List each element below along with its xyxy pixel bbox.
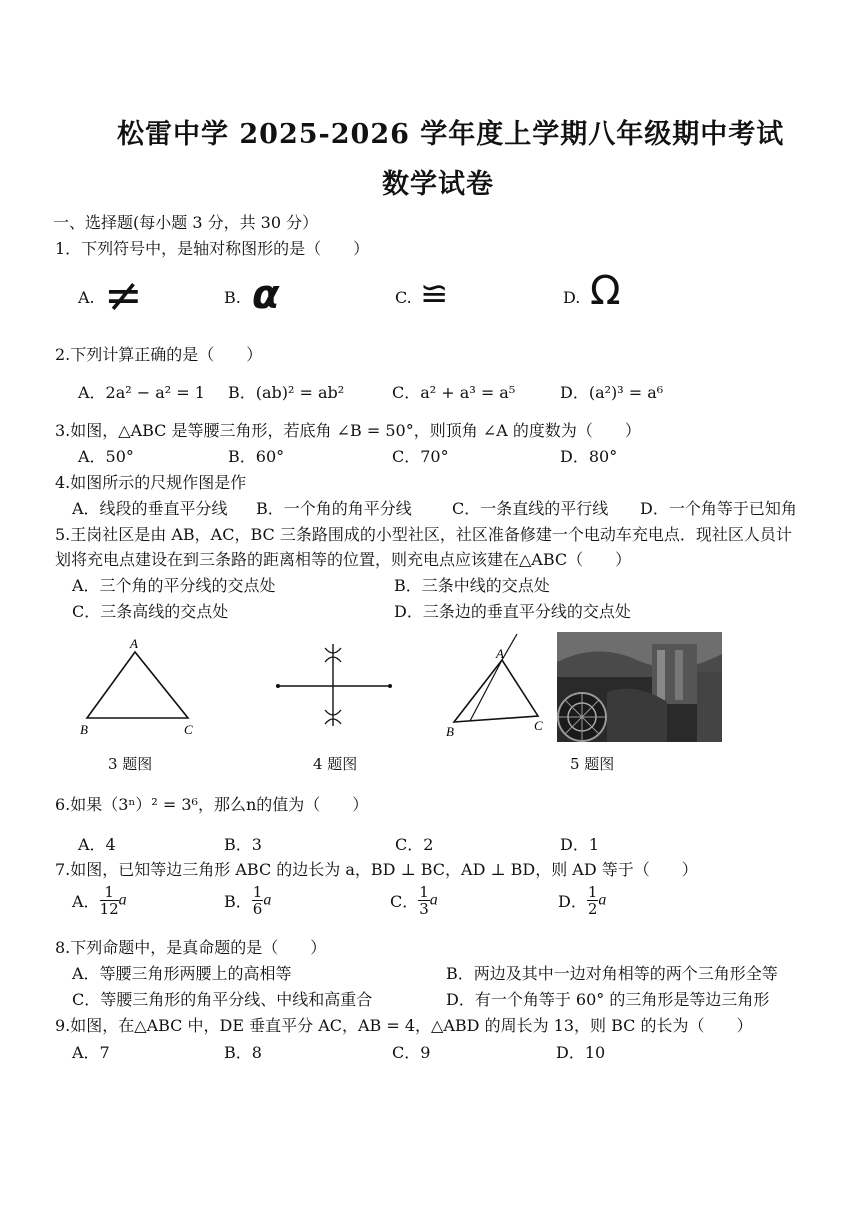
q7-option-b-num: 1 (252, 883, 263, 901)
figure-5-label-b: B (446, 724, 454, 739)
q7-option-c-den: 3 (419, 900, 429, 918)
omega-icon: Ω (590, 268, 621, 314)
q7-option-d-fraction (587, 884, 599, 917)
q8-option-c: C．等腰三角形的角平分线、中线和高重合 (72, 990, 373, 1009)
figure-4-construction (270, 634, 400, 734)
q7-option-a-den: 12 (99, 900, 119, 918)
q2-stem: 2.下列计算正确的是（ ） (55, 345, 263, 364)
q9-option-c: C．9 (392, 1043, 431, 1062)
q7-option-d-num: 1 (587, 883, 598, 901)
q9-option-b: B．8 (224, 1043, 262, 1062)
q3-option-d: D．80° (560, 447, 618, 466)
figure-5-label-a: A (496, 646, 504, 661)
q7-option-d-var: a (598, 891, 607, 909)
q4-option-d: D．一个角等于已知角 (640, 499, 797, 518)
q7-option-b-var: a (263, 891, 272, 909)
figure-5-photo (557, 632, 722, 742)
q7-option-c (390, 884, 438, 917)
q7-option-b-label: B． (224, 892, 252, 911)
q2-option-b: B．(ab)² = ab² (228, 383, 345, 402)
q7-option-a (72, 884, 127, 917)
q7-stem: 7.如图，已知等边三角形 ABC 的边长为 a，BD ⊥ BC，AD ⊥ BD，则 AD 等于（ ） (55, 860, 698, 879)
q7-option-a-num: 1 (100, 884, 119, 901)
figure-3-caption: 3 题图 (108, 755, 153, 773)
q9-option-a: A．7 (72, 1043, 110, 1062)
q8-stem: 8.下列命题中，是真命题的是（ ） (55, 938, 327, 957)
q5-option-c: C．三条高线的交点处 (72, 602, 229, 621)
q7-option-a-fraction (100, 884, 119, 917)
q2-option-a: A．2a² − a² = 1 (78, 383, 205, 402)
q1-option-d-label: D. (563, 288, 581, 307)
q2-option-c: C．a² + a³ = a⁵ (392, 383, 516, 402)
q7-option-c-fraction (418, 884, 430, 917)
figure-4-caption: 4 题图 (313, 755, 358, 773)
q3-option-a: A．50° (78, 447, 134, 466)
figure-3-label-b: B (80, 722, 88, 737)
alpha-icon: α (252, 272, 280, 318)
q7-option-a-var: a (118, 891, 127, 909)
figure-5-label-c: C (534, 718, 543, 733)
q3-option-b: B．60° (228, 447, 285, 466)
figure-3-label-a: A (130, 636, 138, 651)
q4-option-a: A．线段的垂直平分线 (72, 499, 228, 518)
q8-option-b: B．两边及其中一边对角相等的两个三角形全等 (446, 964, 778, 983)
not-equal-icon: ≠ (104, 268, 143, 322)
q7-option-c-label: C． (390, 892, 419, 911)
q6-option-c: C．2 (395, 835, 434, 854)
figure-5-caption: 5 题图 (570, 755, 615, 773)
q4-option-c: C．一条直线的平行线 (452, 499, 609, 518)
q8-option-d: D．有一个角等于 60° 的三角形是等边三角形 (446, 990, 770, 1009)
q1-stem: 1．下列符号中，是轴对称图形的是（ ） (55, 239, 370, 258)
q7-option-a-label: A． (72, 892, 100, 911)
q8-option-a: A．等腰三角形两腰上的高相等 (72, 964, 292, 983)
q5-stem-line1: 5.王岗社区是由 AB，AC，BC 三条路围成的小型社区，社区准备修建一个电动车充电点．现社区人员计 (55, 525, 792, 544)
q6-option-a: A．4 (78, 835, 116, 854)
q1-option-b-label: B. (224, 288, 241, 307)
q1-option-c-label: C. (395, 288, 412, 307)
q7-option-d (558, 884, 606, 917)
q5-stem-line2: 划将充电点建设在到三条路的距离相等的位置，则充电点应该建在△ABC（ ） (55, 550, 632, 569)
q7-option-b-den: 6 (252, 900, 263, 918)
q7-option-b-fraction (252, 884, 264, 917)
exam-title: 松雷中学 2025-2026 学年度上学期八年级期中考试 (117, 119, 785, 150)
q4-stem: 4.如图所示的尺规作图是作 (55, 473, 247, 492)
section-heading: 一、选择题(每小题 3 分，共 30 分） (53, 213, 319, 232)
q5-option-d: D．三条边的垂直平分线的交点处 (394, 602, 631, 621)
q7-option-b (224, 884, 271, 917)
q1-option-a-label: A. (78, 288, 95, 307)
exam-subtitle: 数学试卷 (382, 169, 494, 200)
q9-option-d: D．10 (556, 1043, 606, 1062)
figure-3-label-c: C (184, 722, 193, 737)
q3-option-c: C．70° (392, 447, 449, 466)
figure-3-triangle (70, 630, 220, 745)
q5-option-a: A．三个角的平分线的交点处 (72, 576, 276, 595)
q7-option-d-den: 2 (587, 900, 598, 918)
q7-option-c-num: 1 (419, 883, 429, 901)
figure-5-triangle (440, 630, 555, 745)
q6-option-b: B．3 (224, 835, 262, 854)
q4-option-b: B．一个角的角平分线 (256, 499, 412, 518)
congruent-icon: ≌ (420, 274, 449, 314)
q7-option-c-var: a (429, 891, 438, 909)
q3-stem: 3.如图，△ABC 是等腰三角形，若底角 ∠B = 50°，则顶角 ∠A 的度数为（ ） (55, 421, 641, 440)
q7-option-d-label: D． (558, 892, 587, 911)
q9-stem: 9.如图，在△ABC 中，DE 垂直平分 AC，AB = 4，△ABD 的周长为 13，则 BC 的长为（ ） (55, 1016, 753, 1035)
q5-option-b: B．三条中线的交点处 (394, 576, 550, 595)
q2-option-d: D．(a²)³ = a⁶ (560, 383, 664, 402)
q6-option-d: D．1 (560, 835, 600, 854)
q6-stem: 6.如果（3ⁿ）² = 3⁶，那么n的值为（ ） (55, 795, 369, 814)
